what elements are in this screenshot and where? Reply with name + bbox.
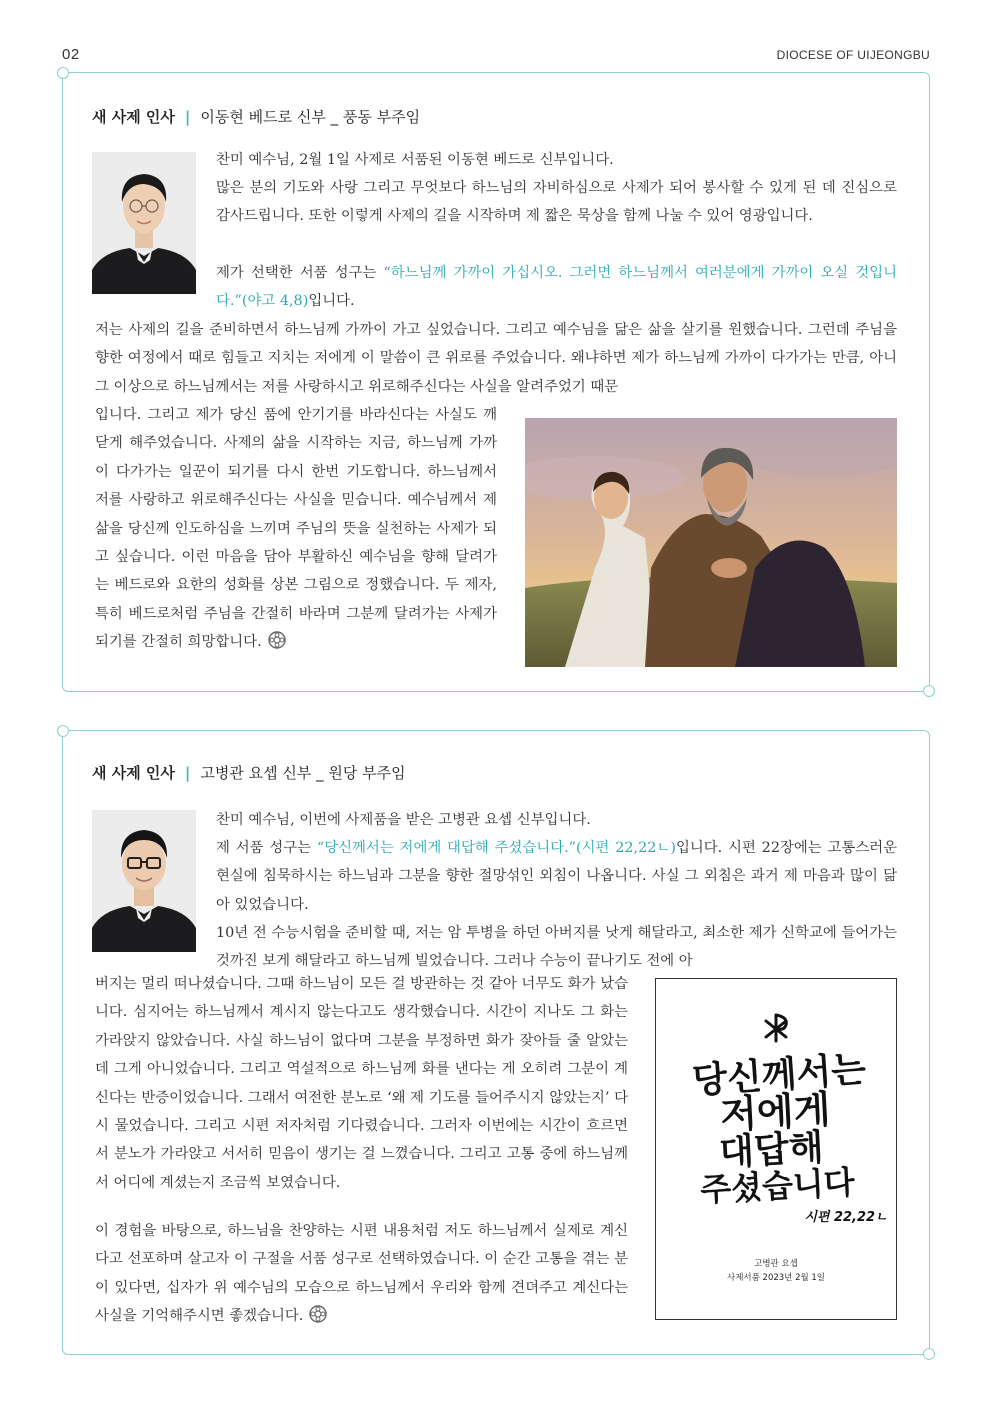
calligraphy-card	[655, 978, 897, 1320]
s1-p3-lead: 제가 선택한 서품 성구는	[216, 265, 384, 281]
s2-p5-text: 이 경험을 바탕으로, 하느님을 찬양하는 시편 내용처럼 저도 하느님께서 실제로 계신다고 선포하며 살고자 이 구절을 서품 성구로 선택하였습니다. 이 순간 고통을 겪는 분이 있다면, 십자가 위 예수님의 모습으로 하느님께서 우리와 함께 견뎌주고 계신다는 사실을 기억해주시면 좋겠습니다.	[95, 1223, 628, 1325]
s2-paragraph-3: 10년 전 수능시험을 준비할 때, 저는 암 투병을 하던 아버지를 낫게 해달라고, 최소한 제가 신학교에 들어가는 것까진 보게 해달라고 하느님께 빌었습니다. 그러나 수능이 끝나기도 전에 아	[216, 925, 897, 970]
section2-heading	[92, 762, 406, 783]
disciples-painting	[525, 418, 897, 667]
end-mark-icon	[268, 631, 286, 659]
s1-paragraph-1: 찬미 예수님, 2월 1일 사제로 서품된 이동현 베드로 신부입니다.	[216, 152, 614, 168]
priest-photo-1	[92, 152, 196, 294]
calligraphy-line-4: 주셨습니다	[699, 1162, 856, 1210]
priest-photo-2	[92, 810, 196, 952]
end-mark-icon	[309, 1305, 327, 1333]
calligraphy-reference: 시편 22,22ㄴ	[804, 1210, 888, 1225]
s2-paragraph-4: 버지는 멀리 떠나셨습니다. 그때 하느님이 모든 걸 방관하는 것 같아 너무도 화가 났습니다. 심지어는 하느님께서 계시지 않는다고도 생각했습니다. 시간이 지나도 그 화는 가라앉지 않았습니다. 사실 하느님이 없다며 그분을 부정하면 화가 잦아들 줄 알았는데 그게 아니었습니다. 그리고 역설적으로 하느님께 화를 낸다는 게 오히려 그분이 계신다는 반증이었습니다. 그래서 여전한 분노로 ‘왜 제 기도를 들어주시지 않았는지’ 다시 물었습니다. 그리고 시편 저자처럼 기다렸습니다. 그러자 이번에는 시간이 흐르면서 분노가 가라앉고 서서히 믿음이 생기는 걸 느꼈습니다. 그리고 고통 중에 하느님께서 어디에 계셨는지 조금씩 보였습니다.	[95, 976, 628, 1191]
s1-paragraph-4: 저는 사제의 길을 준비하면서 하느님께 가까이 가고 싶었습니다. 그리고 예수님을 닮은 삶을 살기를 원했습니다. 그런데 주님을 향한 여정에서 때로 힘들고 지치는 저에게 이 말씀이 큰 위로를 주었습니다. 왜냐하면 제가 하느님께 가까이 다가가는 만큼, 아니 그 이상으로 하느님께서는 저를 사랑하시고 위로해주신다는 사실을 알려주었기 때문	[95, 322, 897, 395]
chi-rho-icon	[766, 1015, 786, 1041]
heading-divider: |	[184, 108, 191, 126]
calligraphy-line-1: 당신께서는	[691, 1049, 868, 1103]
heading-divider: |	[184, 764, 191, 782]
s1-paragraph-3	[216, 259, 897, 316]
s1-verse-quote: “하느님께 가까이 가십시오. 그러면 하느님께서 여러분에게 가까이 오실 것입니다.”(야고 4,8)	[216, 265, 898, 310]
calligraphy-line-2: 저에게	[719, 1087, 832, 1137]
s2-p2-lead: 제 서품 성구는	[216, 840, 317, 856]
publication-name: DIOCESE OF UIJEONGBU	[776, 48, 930, 62]
card-caption-date: 사제서품 2023년 2월 1일	[726, 1273, 826, 1283]
section2-title: 고병관 요셉 신부 _ 원당 부주임	[200, 764, 406, 782]
s2-paragraph-2	[216, 834, 897, 919]
section1-title: 이동현 베드로 신부 _ 풍동 부주임	[200, 108, 421, 126]
s2-paragraph-1: 찬미 예수님, 이번에 사제품을 받은 고병관 요셉 신부입니다.	[216, 812, 591, 828]
section2-tag: 새 사제 인사	[92, 764, 175, 782]
card-caption-name: 고병관 요셉	[754, 1259, 798, 1269]
calligraphy-line-3: 대답해	[718, 1127, 825, 1174]
s2-paragraph-5	[95, 1217, 628, 1334]
s1-paragraph-5	[95, 401, 497, 660]
section1-tag: 새 사제 인사	[92, 108, 175, 126]
s2-p2-tail: 입니다. 시편 22장에는 고통스러운 현실에 침묵하시는 하느님과 그분을 향한 절망섞인 외침이 나옵니다. 사실 그 외침은 과거 제 마음과 많이 닮아 있었습니다.	[216, 840, 898, 913]
page-number: 02	[62, 46, 80, 63]
s1-p5-text: 입니다. 그리고 제가 당신 품에 안기기를 바라신다는 사실도 깨닫게 해주었습니다. 사제의 삶을 시작하는 지금, 하느님께 가까이 다가가는 일꾼이 되기를 다시 한번 기도합니다. 하느님께서 저를 사랑하고 위로해주신다는 사실을 믿습니다. 예수님께서 제 삶을 당신께 인도하심을 느끼며 주님의 뜻을 실천하는 사제가 되고 싶습니다. 이런 마음을 담아 부활하신 예수님을 향해 달려가는 베드로와 요한의 성화를 상본 그림으로 정했습니다. 두 제자, 특히 베드로처럼 주님을 간절히 바라며 그분께 달려가는 사제가 되기를 간절히 희망합니다.	[95, 407, 497, 651]
s1-p3-tail: 입니다.	[308, 293, 355, 310]
section1-heading	[92, 106, 420, 127]
s1-paragraph-2: 많은 분의 기도와 사랑 그리고 무엇보다 하느님의 자비하심으로 사제가 되어 봉사할 수 있게 된 데 진심으로 감사드립니다. 또한 이렇게 사제의 길을 시작하며 제 짧은 묵상을 함께 나눌 수 있어 영광입니다.	[216, 180, 897, 225]
s2-verse-quote: “당신께서는 저에게 대답해 주셨습니다.”(시편 22,22ㄴ)	[316, 840, 676, 856]
